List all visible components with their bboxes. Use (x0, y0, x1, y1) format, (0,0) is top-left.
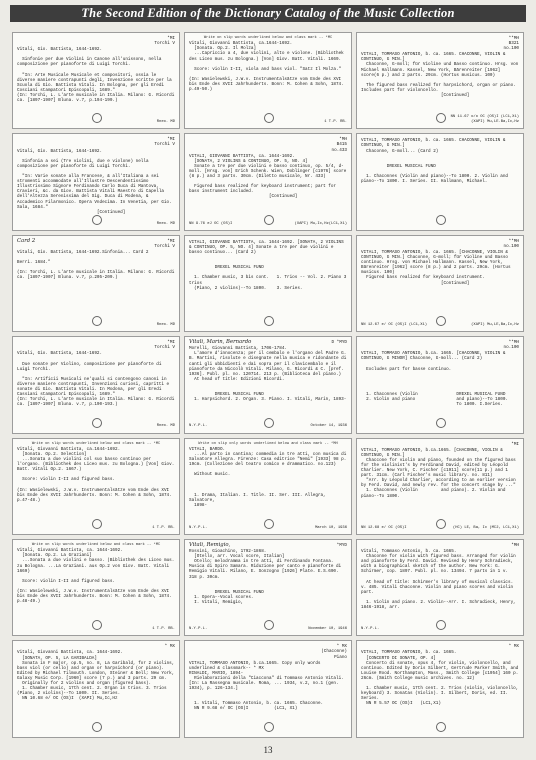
card-footer-right: NN 11.67 o/o OC (OS)I (LC1,X1) (XAPI) Mu,LE.Ba,Ic,Hz (450, 115, 519, 125)
card-punch-hole-icon (92, 722, 102, 732)
card-footer-row (17, 323, 175, 328)
catalog-card (12, 336, 180, 433)
card-instruction-note: Write on slip words underlined below and class mark -- *MC (31, 542, 161, 547)
card-footer-left: NN 9.76 eJ OC (OS)I (189, 221, 233, 226)
card-added-heading: Vitali, Remigio, (189, 541, 231, 548)
card-footer-right: (XAPI) Mu,LE,Ba,Ic,Hz (471, 323, 519, 328)
card-body-text: Vitali, Giovanni Battista, ca. 1644-1692. [SONATA, OP. 5, LA GARIBALDA] Sonata in F major, op.5, no. 8, La Garibald, for 2 violins, bass viol (or cello) and organ or harpsichord (or piano). Edited by Michael Tilmouth. London, Steiner & Bell; New York, Galaxy Music Corp. [1960] score (7 p.) and 3 parts. 29 cm. Originally for 2 violins and organ (figured bass). 1. Chamber music, 17th cent. 2. Organ in trios. 3. Trios (Piano, 2 violins)--To 1800. II. Series. NN 10.68 e/ OC (OS)I (XAPI) Mu,Ic,Hz (17, 650, 175, 702)
card-header-row (189, 137, 347, 152)
card-footer-row (189, 627, 347, 632)
page-number: 13 (263, 745, 273, 755)
card-header-row (17, 137, 175, 147)
catalog-card (356, 32, 524, 129)
card-instruction-note: Write on slip words underlined below and class mark -- *MC (203, 36, 333, 40)
card-footer-right: (XAPI) Mu,Ic,Hz(LC1,X1) (294, 221, 347, 226)
catalog-card (12, 640, 180, 737)
card-body-text: Vitali, Giovanni Battista, ca. 1644-1692. [Sonata. Op.2. La Graziani] ...Sonata a due violini e basso. (Bibliothek des Liceo mus. zu Bologna. ...La Graziani. aus Op.2 von Giov. Batt. Vitali 1669) Score: violin I-II and figured bass. (In: Wasielewski, J.W.v. Instrumentalsätze vom Ende des XVI bis Ende des XVII Jahrhunderts. Bonn: M. Cohen & Sohn, 1874. p.48-49.) (17, 548, 175, 605)
card-call-number: *MH (511, 542, 519, 548)
card-header-row (361, 239, 519, 249)
catalog-card (184, 133, 352, 230)
catalog-card (356, 235, 524, 332)
card-call-number: *MYD (336, 542, 347, 548)
card-footer-row (17, 627, 175, 632)
card-footer-right: Rneo. MD (156, 120, 175, 125)
card-punch-hole-icon (264, 316, 274, 326)
card-body-text: Vitali, Gio. Battista, 1644-1692. Sinfonie per due Violini in Canone all'unissono, nella composizione per pianoforte di Luigi Torchi. "In: Arte Musicale Musicale et compositori, ossia le diverse maniere contrapunti degli, Invenzione scritte per la Scuola di Gio. Battista Vitali. In Bologna, per gli Eredi Cosciani stampatori Episcopali, 1689." (In: Torchi, L. L'arte musicale in Italia. Milano: G. Ricordi ca. [1897-1907] Bluna. v.7, p.194-199.) (17, 47, 175, 104)
card-call-number: *MI Torchi V (154, 340, 175, 351)
card-punch-hole-icon (436, 722, 446, 732)
card-footer-left: N.Y.P.L. (189, 525, 208, 530)
catalog-card-grid (10, 30, 526, 740)
catalog-card (184, 438, 352, 535)
card-footer-left: N.Y.P.L. (361, 627, 380, 632)
catalog-card (184, 640, 352, 737)
card-call-number: * MX (164, 644, 175, 650)
card-body-text: Vitali, Giovanni Battista, ca.1644-1692. [Sonata. Op.2. Il Molza] ...Capriccio a 4, due violini, alto e violone. (Bibliothek des Liceo mus. zu Bologna.) [Von] Giov. Batt. Vitali. 1669. Score: violin I-II, viola and bass viol. "Satz Il Molza." (In: Wasielewski, J.W.v. Instrumentalsätze vom Ende des XVI bis Ende des XVII Jahrhunderts. Bonn: M. Cohen & Sohn, 1874. p.49-50.) (189, 41, 344, 93)
card-footer-right: Rneo. MD (156, 221, 175, 226)
card-header-row (17, 36, 175, 46)
card-call-number: *MI (511, 441, 519, 447)
card-body-text: Vitali, Gio. Battista, 1644-1692. Sinfonia a sei (Tre violini, due e violone) nella composizione per pianoforte di Luigi Torchi. "In: Varie sonate alla Francese, & all'Italiana a sei stromenti accommodate all'Illustre Descendentissimo Illustrissimo Signore Ferdinando Carlo Duca di Mantova, Cravieri, &c. da Giov. Battista Vitali Maestro di Capella dell'Altezza Serenissima del Sig. Duca di Modena, & Accademico Filarmonico. Opera Vndecima. In Venetia, per Gio. Sala, 1684." [Continued] (17, 148, 172, 215)
card-body-text: Vitali, Tommaso Antonio, b. ca. 1665. Chaconne for violin with figured bass. Arranged for violin and pianoforte by Ferd. David. Revised by Henry Schradieck, with a biographical sketch of the author. New York: G. Schirmer, cop. 1897. Publ. pl. no. 13494. 7 parts in 1 v. At head of title: Schirmer's library of musical classics. v. 485. Vitali Chaconne. Violin and piano scores and violin part. 1. Violin and piano. 2. Violin--Arr. I. Schradieck, Henry, 1846-1918, arr. (361, 549, 516, 611)
card-footer-row (361, 115, 519, 125)
card-footer-right: 1 T.P. RB. (152, 627, 175, 632)
card-footer-left: NN 12.68 e/ OC (OS)I (361, 525, 407, 530)
card-punch-hole-icon (436, 418, 446, 428)
card-header-row (189, 340, 347, 345)
card-footer-right: 1 T.P. RB. (152, 525, 175, 530)
card-instruction-note: Write on slip only words underlined below and class mark -- *MH (198, 441, 338, 446)
card-footer-row (189, 424, 347, 429)
card-call-number: *MH B415 no.433 (331, 137, 347, 153)
card-header-row (17, 340, 175, 350)
card-body-text: Vitali, Giovanni Battista, ca.1644-1692. [Sonata. Op.2. Selection] ...Sonata a due violini col suo basso continuo per l'organo. (Bibliothek des Liceo mus. zu Bologna.) [Von] Giov. Batt. Vitali Op.2. 1667.) Score: violin I-II and figured bass. (In: Wasielewski, J.W.v. Instrumentalsätze vom Ende des XVI bis Ende des XVII Jahrhunderts. Bonn: M. Cohen & Sohn, 1874. p.47-48.) (17, 446, 175, 503)
card-body-text: VITALI, GIOVANNI BATTISTA, ca. 1644-1692. [SONATA, 2 VIOLINS & CONTINUO, OP. 5, NO. 4] Sonate a tre per due violini e basso continuo, op. 5/4, d-moll. [Hrsg. von] Erich Schenk. Wien, Doblinger [c1976] score (8 p.) and 3 parts. 30cm. (Diletto musicale, Nr. 433) Figured bass realized for keyboard instrument; part for bass instrument included. [Continued] (189, 153, 347, 200)
card-footer-right: 1 T.P. RB. (324, 120, 347, 125)
card-footer-right: March 10, 1936 (315, 525, 347, 530)
catalog-card (356, 336, 524, 433)
card-body-text: VITALI, TOMMASO ANTONIO, b. ca. 1665. CHACONNE, VIOLIN & CONTINUO, G MIN.] Chaconne, G-moll... (Card 2) DREXEL MUSICAL FUND 1. Chaconnes (Violin and piano)--To 1800. 2. Violin and piano--To 1800. I. Series. II. Hallmann, Michael. (361, 138, 508, 185)
card-header-row (361, 543, 519, 548)
card-added-heading: Vitali, Marin, Bernardo (189, 339, 252, 346)
card-instruction-note: Write on slip words underlined below and class mark -- *MC (31, 441, 161, 446)
card-footer-left: N.Y.P.L. (189, 424, 208, 429)
card-footer-right: Rneo. MD (156, 323, 175, 328)
card-footer-right: October 14, 1936 (310, 424, 347, 429)
card-footer-right: November 10, 1946 (308, 627, 347, 632)
card-footer-row (189, 120, 347, 125)
card-body-text: VITALI, TOMMASO ANTONIO, b. ca. 1665. [CONCERTO DI SONATE, OP. 4] Concerto di sonate, opus 4, for violin, violoncello, and continuo. Edited by Doris Silbert, Gertrude Parker Smith, and Louise Rood. Northampton, Mass., Smith College [c1954] 160 p. 26cm. (Smith College music archives. no. 12) 1. Chamber music, 17th cent. 2. Trios (violin, violoncello, keyboard) 3. Sonatas (Violin). I. Silbert, Doris, ed. II. Series. NN R 5.57 OC (OS)I (LC1,X1) (361, 650, 519, 707)
card-body-text: VITALI, TOMMASO ANTONIO, b. ca. 1665. CHACONNE, VIOLIN & CONTINUO, G MIN.] Chaconne, G-moll; für Violine und Basso continuo. Hrsg. von Michael Hallmann. Kassel, New York, Bärenreiter [1962] score(6 p.) and 2 parts. 29cm. (Hortus musicus. 100) The figured bass realized for harpsichord, organ or piano. Includes part for violoncello. [Continued] (361, 52, 519, 99)
card-body-text: VITALI, TOMMASO ANTONIO, b.ca.1665. Copy only words underlined & classmark-- * MX RINALDI, MARIO, 1894- Rielaborazioni della "Ciaccona" di Tommaso Antonio Vitali. [In: La Rassegna musicale. Roma, ... 1934, v.2, no.1 (gen. 1934), p. 126-134.] 1. Vitali, Tommaso Antonio, b. ca. 1665. Chaconne. NN R 9.68 e/ OC (OS)I (LC1, X1) (189, 660, 344, 712)
catalog-card (356, 438, 524, 535)
card-footer-row (17, 424, 175, 429)
card-punch-hole-icon (436, 215, 446, 225)
card-header-row (361, 340, 519, 350)
catalog-card (356, 640, 524, 737)
card-footer-row (17, 120, 175, 125)
card-body-text: VITALI, GIOVANNI BATTISTA, ca. 1644-1692. [SONATA, 2 VIOLINS & CONTINUO, OP. 5, NO. 4] Sonate a tre per due violini e basso continuo... (Card 2) DREXEL MUSICAL FUND 1. Chamber music, 3 bis cont. 1. Trios -- Vol. 2. Piano 3 trios (Piano, 2 violins)--To 1800. 3. Series. (189, 239, 347, 291)
card-footer-left: N.Y.P.L. (189, 627, 208, 632)
card-call-number: *MI Torchi V (154, 238, 175, 249)
card-call-number: * MX (Chaconne) Piano (321, 644, 347, 660)
page-header (10, 5, 526, 22)
catalog-card (12, 235, 180, 332)
card-footer-row (17, 526, 175, 531)
card-footer-row (189, 526, 347, 531)
catalog-card (12, 438, 180, 535)
card-punch-hole-icon (264, 722, 274, 732)
card-body-text: VITALI, BARDO. ...Al parto in cantina; commedia in tre atti, con musica di Salvatore Allegra. Firenze: Casa editrice "Nemi" [1933] 98 p. 19cm. (Collezione del teatro comico e drammatico. no.123) Without music. 1. Drama, Italian. I. Title. II. Ser. III. Allegra, Salvatore, 1898- (189, 446, 347, 508)
catalog-card (12, 133, 180, 230)
card-call-number: D *MYD (331, 340, 347, 346)
card-body-text: Rossini, Gioachino, 1792-1868. [Otello, arr. Vocal score, Italian] Otello; melodramma in tre atti, di Ferdinando Fontana. Musica di Spiro Samara. Riduzione per canto e pianoforte di Remigio Vitali. Milano, E. Sonzogno [1926] Plate. E.S.690. 318 p. 30cm. DREXEL MUSICAL FUND 1. Opera--Vocal scores. I. Vitali, Remigio, (189, 549, 342, 605)
card-header-row (17, 239, 175, 249)
card-footer-left: NN 12.67 e/ OC (OS)I (LC1,X1) (361, 323, 428, 328)
card-call-number: **MH no.100 (503, 238, 519, 249)
card-body-text: VITALI, TOMMASO ANTONIO, b.ca.1665. [CHACONNE, VIOLIN & CONTINUO, G MIN.] Chaccone for violin and piano, founded on the figured bass for the violinist's by Ferdinand David, edited by Léopold Charlier. New York, C. Fischer [c1911] score(11 p.) and 1 part. 31cm. (Carl Fischer's music library. no. 811) "Arr. by Léopold Charlier, according to an earlier version by Ferd. David, and newly rev. for the concert stage by ..." 1. Chaconnes (Violin and piano). 2. Violin and piano--To 1800. (361, 447, 516, 499)
card-call-number: **MH B321 no.100 (503, 36, 519, 52)
card-footer-row (17, 222, 175, 227)
card-footer-right: Rneo. MD (156, 424, 175, 429)
catalog-card (184, 32, 352, 129)
card-body-text: Vitali, Gio. Battista, 1644-1692. Due sonate per Violino, composizione per pianoforte di Luigi Torchi. "In: Artificii Musicali ne'quali si contengono canoni in diverse maniere contrapunti, Invenzioni curiosi, capritti e sonate di Gio. Battista Vitali. In Modona, per gli Eredi Cassiani stampatori Episcopali, 1689." (In: Torchi, L. L'arte musicale in Italia. Milano: G. Ricordi ca. [1897-1907] Bluna. v.7, p.190-193.) (17, 351, 175, 408)
card-header-row (189, 543, 347, 548)
card-call-number: *MI Torchi V (154, 36, 175, 47)
catalog-card (356, 539, 524, 636)
card-body-text: Morelli, Giovanni Battista, 1706-1784. L'amore d'innocenza; per il cembalo e l'organo del Padre G. B. Martini, risolute e disegnate nella musica e ridondante di canti gli ubbidienti e dai sopra per il clavicembalo e il pianoforte da Niccolò Vitali. Milano, G. Ricordi & C. [pref. 1936]. Publ. pl. no. 120714. 213 p. (Biblioteca del piano.) At head of title: Edizioni Ricordi. DREXEL MUSICAL FUND 1. Harpsichord. 2. Organ. 3. Piano. I. Vitali, Marin, 1893- (189, 346, 347, 403)
card-footer-row (361, 526, 519, 531)
card-footer-row (189, 222, 347, 227)
card-call-number: **MH no.100 (503, 340, 519, 351)
page-header-title: The Second Edition of the Dictionary Catalog of the Music Collection (81, 6, 455, 20)
card-header-row (361, 36, 519, 51)
card-header-row (189, 644, 347, 659)
card-body-text: VITALI, TOMMASO ANTONIO, b.ca. 1665. [CHACONNE, VIOLIN & CONTINUO, G MINOR] Chaconne, G-moll... (Card 2) Excludes part for basse continuo. 1. Chaconnes (Violin DREXEL MUSICAL FUND 2. Violin and piano and piano)--To 1800. To 1800. I.Series. (361, 351, 508, 408)
card-footer-right: (HC) LE, Ba, Ic (MC2, LC1,X1) (452, 525, 519, 530)
card-added-heading: Card 2 (17, 237, 36, 244)
catalog-card (184, 336, 352, 433)
card-body-text: VITALI, TOMMASO ANTONIO, b. ca. 1665. [CHACONNE, VIOLIN & CONTINUO, G MIN.] Chaconne, G-moll; für Violine und Basso continuo. Hrsg. von Michael Hallmann. Kassel, New York, Bärenreiter [1962] score (8 p.) and 2 parts. 29cm. (Hortus musicus. 100) Figured bass realized for keyboard instrument. [Continued] (361, 249, 511, 286)
card-footer-row (361, 627, 519, 632)
card-call-number: * MX (508, 644, 519, 650)
card-header-row (361, 644, 519, 649)
catalog-card (12, 32, 180, 129)
card-header-row (17, 644, 175, 649)
catalog-card (184, 235, 352, 332)
catalog-card (356, 133, 524, 230)
card-body-text: Vitali, Gio. Battista, 1644-1692.Sinfonia... Card 2 Berri. 1684." (In: Torchi, L. L'arte musicale in Italia. Milano: G. Ricordi ca. [1897-1907] Bluna. v.7, p.205-209.) (17, 249, 175, 281)
card-header-row (361, 442, 519, 447)
catalog-card (184, 539, 352, 636)
catalog-card (12, 539, 180, 636)
card-footer-row (361, 323, 519, 328)
card-call-number: *MI Torchi V (154, 137, 175, 148)
